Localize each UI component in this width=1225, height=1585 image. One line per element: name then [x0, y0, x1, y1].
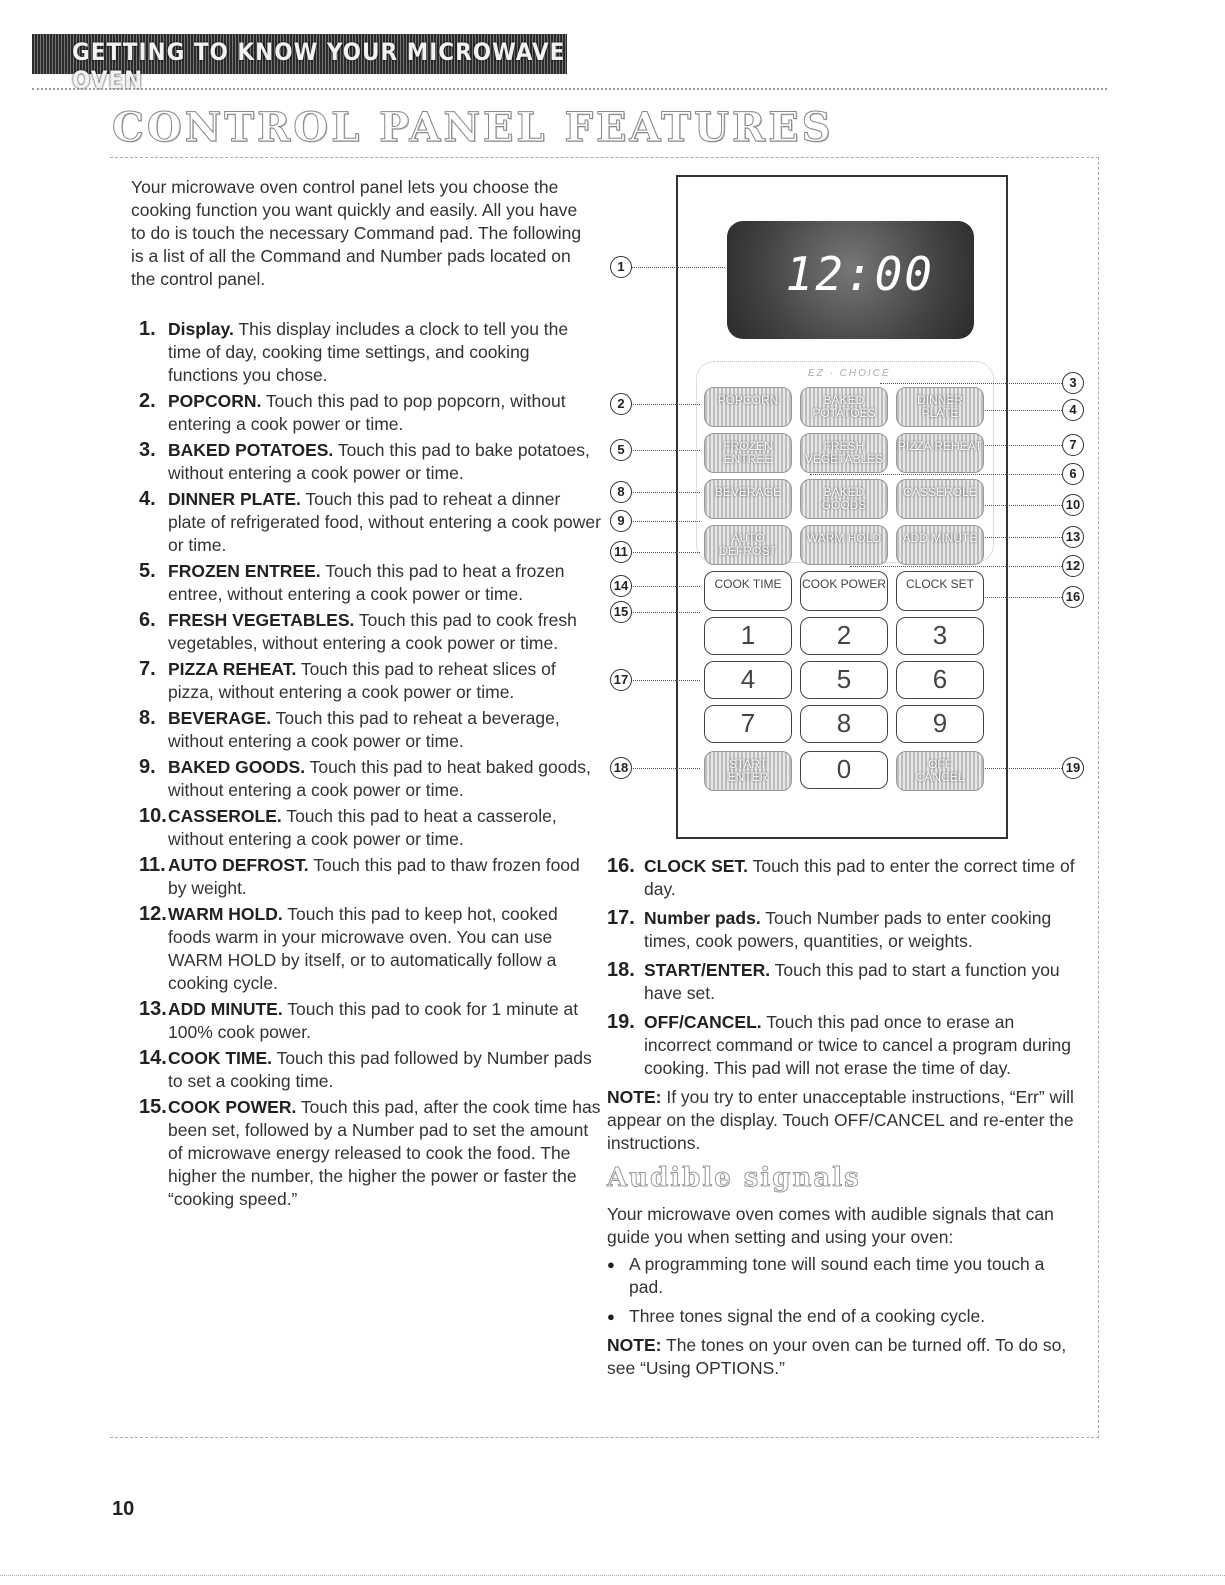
feature-item: [131, 707, 601, 753]
item-text: Touch this pad to pop popcorn, without entering a cook power or time.: [168, 391, 566, 434]
page-heading: CONTROL PANEL FEATURES: [112, 104, 834, 151]
baked-potatoes-pad[interactable]: BAKED POTATOES: [800, 387, 888, 427]
note-tones: [607, 1334, 1077, 1380]
item-title: FROZEN ENTREE.: [168, 561, 321, 581]
item-number: 9.: [139, 756, 156, 778]
callout-6: 6: [1062, 463, 1084, 485]
top-rule: [32, 88, 1107, 90]
item-number: 5.: [139, 560, 156, 582]
item-title: CASSEROLE.: [168, 806, 282, 826]
callout-19: 19: [1062, 757, 1084, 779]
feature-item: [607, 1011, 1077, 1080]
note-error: [607, 1086, 1077, 1155]
item-title: ADD MINUTE.: [168, 999, 283, 1019]
callout-lead-16: [985, 597, 1062, 598]
item-title: POPCORN.: [168, 391, 262, 411]
callout-lead-2: [630, 404, 700, 405]
enter-label: ENTER: [727, 770, 769, 784]
item-number: 1.: [139, 318, 156, 340]
item-title: BEVERAGE.: [168, 708, 272, 728]
feature-item: [131, 439, 601, 485]
control-panel-diagram: [676, 175, 1008, 839]
number-pad-2[interactable]: 2: [800, 617, 888, 655]
callout-14: 14: [610, 575, 632, 597]
callout-2: 2: [610, 393, 632, 415]
callout-16: 16: [1062, 586, 1084, 608]
item-title: WARM HOLD.: [168, 904, 283, 924]
item-number: 18.: [607, 959, 635, 981]
item-number: 11.: [139, 854, 166, 876]
section-banner: [32, 34, 567, 94]
note-text: The tones on your oven can be turned off. To do so, see “Using OPTIONS.”: [607, 1335, 1067, 1378]
item-title: COOK TIME.: [168, 1048, 273, 1068]
callout-18: 18: [610, 757, 632, 779]
callout-5: 5: [610, 439, 632, 461]
item-number: 14.: [139, 1047, 167, 1069]
cancel-label: CANCEL: [915, 770, 965, 784]
callout-lead-19: [985, 768, 1062, 769]
feature-item: [131, 805, 601, 851]
number-pad-8[interactable]: 8: [800, 705, 888, 743]
callout-lead-3: [880, 383, 1062, 384]
item-text: Touch this pad to bake potatoes, without entering a cook power or time.: [168, 440, 590, 483]
page-number: 10: [112, 1498, 135, 1520]
frozen-entree-pad[interactable]: FROZEN ENTREE: [704, 433, 792, 473]
number-pad-5[interactable]: 5: [800, 661, 888, 699]
callout-12: 12: [1062, 555, 1084, 577]
item-text: Touch this pad to reheat a dinner plate of refrigerated food, without entering a cook power or time.: [168, 489, 601, 555]
feature-item: [131, 390, 601, 436]
callout-lead-17: [630, 680, 700, 681]
audible-bullet: ● Three tones signal the end of a cooking cycle.: [607, 1305, 1077, 1328]
feature-item: [131, 609, 601, 655]
item-text: Touch this pad to heat baked goods, without entering a cook power or time.: [168, 757, 591, 800]
feature-item: [607, 855, 1077, 901]
item-text: Touch this pad once to erase an incorrect command or twice to cancel a program during cooking. This pad will not erase the time of day.: [644, 1012, 1071, 1078]
feature-item: [131, 756, 601, 802]
display-screen: [727, 221, 974, 339]
item-title: FRESH VEGETABLES.: [168, 610, 355, 630]
callout-lead-15: [630, 612, 700, 613]
audible-bullet: ● A programming tone will sound each time you touch a pad.: [607, 1253, 1077, 1299]
callout-8: 8: [610, 481, 632, 503]
callout-15: 15: [610, 601, 632, 623]
callout-lead-8: [630, 492, 700, 493]
callout-lead-11: [630, 552, 700, 553]
ez-choice-label: EZ · CHOICE: [808, 368, 891, 379]
auto-defrost-pad[interactable]: AUTO DEFROST: [704, 525, 792, 565]
feature-item: [131, 998, 601, 1044]
casserole-pad[interactable]: CASSEROLE: [896, 479, 984, 519]
callout-13: 13: [1062, 526, 1084, 548]
start-enter-pad[interactable]: [704, 751, 792, 791]
feature-item: [131, 488, 601, 557]
item-number: 3.: [139, 439, 156, 461]
callout-lead-10: [985, 505, 1062, 506]
callout-lead-4: [985, 410, 1062, 411]
number-pad-1[interactable]: 1: [704, 617, 792, 655]
item-text: Touch this pad to reheat a beverage, without entering a cook power or time.: [168, 708, 560, 751]
callout-lead-13: [985, 537, 1062, 538]
number-pad-9[interactable]: 9: [896, 705, 984, 743]
feature-item: [131, 1047, 601, 1093]
item-text: Touch this pad followed by Number pads to set a cooking time.: [168, 1048, 592, 1091]
item-number: 13.: [139, 998, 167, 1020]
callout-10: 10: [1062, 494, 1084, 516]
section-title: GETTING TO KNOW YOUR MICROWAVE OVEN: [72, 38, 566, 94]
note-label: NOTE:: [607, 1087, 662, 1107]
fresh-vegetables-pad[interactable]: FRESH VEGETABLES: [800, 433, 888, 473]
number-pad-0[interactable]: 0: [800, 751, 888, 789]
item-number: 10.: [139, 805, 167, 827]
note-label: NOTE:: [607, 1335, 662, 1355]
callout-lead-9: [630, 521, 700, 522]
note-text: If you try to enter unacceptable instructions, “Err” will appear on the display. Touch OFF/CANCEL and re-enter the instructions.: [607, 1087, 1074, 1153]
right-column: [607, 855, 1077, 1384]
item-text: Touch this pad to enter the correct time of day.: [644, 856, 1075, 899]
number-pad-7[interactable]: 7: [704, 705, 792, 743]
item-text: Touch this pad to cook fresh vegetables, without entering a cook power or time.: [168, 610, 577, 653]
item-text: Touch this pad to start a function you have set.: [644, 960, 1060, 1003]
item-title: OFF/CANCEL.: [644, 1012, 762, 1032]
callout-lead-5: [630, 450, 700, 451]
item-title: BAKED GOODS.: [168, 757, 306, 777]
item-text: Touch this pad to heat a casserole, without entering a cook power or time.: [168, 806, 557, 849]
cook-time-pad[interactable]: COOK TIME: [704, 571, 792, 611]
callout-4: 4: [1062, 399, 1084, 421]
item-title: START/ENTER.: [644, 960, 771, 980]
item-number: 7.: [139, 658, 156, 680]
audible-signals-heading: Audible signals: [607, 1163, 861, 1193]
intro-paragraph: Your microwave oven control panel lets you choose the cooking function you want quickly and easily. All you have to do is touch the necessary Command pad. The following is a list of all the Command and Number pads located on the control panel.: [131, 177, 582, 289]
callout-lead-1: [630, 267, 725, 268]
feature-item: [607, 907, 1077, 953]
off-label: OFF: [928, 757, 952, 771]
item-text: Touch this pad to cook for 1 minute at 100% cook power.: [168, 999, 579, 1042]
off-cancel-pad[interactable]: [896, 751, 984, 791]
number-pad-6[interactable]: 6: [896, 661, 984, 699]
feature-list: [131, 318, 601, 1214]
item-title: BAKED POTATOES.: [168, 440, 334, 460]
callout-11: 11: [610, 541, 632, 563]
pizza-reheat-pad[interactable]: PIZZA REHEAT: [896, 433, 984, 473]
feature-item: [131, 560, 601, 606]
feature-item: [131, 903, 601, 995]
start-label: START: [728, 757, 768, 771]
callout-7: 7: [1062, 434, 1084, 456]
item-number: 8.: [139, 707, 156, 729]
item-title: PIZZA REHEAT.: [168, 659, 297, 679]
callout-lead-18: [630, 768, 700, 769]
item-title: COOK POWER.: [168, 1097, 297, 1117]
item-text: Touch this pad, after the cook time has been set, followed by a Number pad to set the amount of microwave energy released to cook the food. The higher the number, the higher the power or faster the “cooking speed.”: [168, 1097, 601, 1209]
callout-9: 9: [610, 510, 632, 532]
item-text: Touch Number pads to enter cooking times, cook powers, quantities, or weights.: [644, 908, 1052, 951]
feature-list-continued: [607, 855, 1077, 1080]
item-text: Touch this pad to heat a frozen entree, without entering a cook power or time.: [168, 561, 565, 604]
item-text: Touch this pad to thaw frozen food by weight.: [168, 855, 580, 898]
feature-item: [131, 318, 601, 387]
number-pad-4[interactable]: 4: [704, 661, 792, 699]
clock-set-pad[interactable]: CLOCK SET: [896, 571, 984, 611]
item-number: 15.: [139, 1096, 167, 1118]
item-number: 19.: [607, 1011, 635, 1033]
callout-lead-7: [985, 445, 1062, 446]
cook-power-pad[interactable]: COOK POWER: [800, 571, 888, 611]
callout-lead-12: [850, 566, 1062, 567]
audible-intro: Your microwave oven comes with audible signals that can guide you when setting and using your oven:: [607, 1204, 1054, 1247]
item-title: Display.: [168, 319, 234, 339]
callout-lead-6: [810, 474, 1062, 475]
feature-item: [131, 1096, 601, 1211]
bottom-rule: [0, 1575, 1225, 1576]
item-text: Touch this pad to keep hot, cooked foods warm in your microwave oven. You can use WARM HOLD by itself, or to automatically follow a cooking cycle.: [168, 904, 558, 993]
item-title: Number pads.: [644, 908, 761, 928]
item-number: 4.: [139, 488, 156, 510]
number-pad-3[interactable]: 3: [896, 617, 984, 655]
item-title: AUTO DEFROST.: [168, 855, 309, 875]
display-clock: 12:00: [785, 247, 934, 301]
dinner-plate-pad[interactable]: DINNER PLATE: [896, 387, 984, 427]
item-number: 16.: [607, 855, 635, 877]
popcorn-pad[interactable]: POPCORN: [704, 387, 792, 427]
item-number: 6.: [139, 609, 156, 631]
item-number: 2.: [139, 390, 156, 412]
feature-item: [131, 658, 601, 704]
feature-item: [131, 854, 601, 900]
warm-hold-pad[interactable]: WARM HOLD: [800, 525, 888, 565]
feature-item: [607, 959, 1077, 1005]
callout-1: 1: [610, 256, 632, 278]
item-title: DINNER PLATE.: [168, 489, 301, 509]
item-text: This display includes a clock to tell you the time of day, cooking time settings, and cooking functions you chose.: [168, 319, 569, 385]
item-text: Touch this pad to reheat slices of pizza, without entering a cook power or time.: [168, 659, 556, 702]
item-number: 17.: [607, 907, 635, 929]
callout-17: 17: [610, 669, 632, 691]
beverage-pad[interactable]: BEVERAGE: [704, 479, 792, 519]
item-title: CLOCK SET.: [644, 856, 749, 876]
baked-goods-pad[interactable]: BAKED GOODS: [800, 479, 888, 519]
callout-3: 3: [1062, 372, 1084, 394]
callout-lead-14: [630, 586, 700, 587]
add-minute-pad[interactable]: ADD MINUTE: [896, 525, 984, 565]
item-number: 12.: [139, 903, 167, 925]
